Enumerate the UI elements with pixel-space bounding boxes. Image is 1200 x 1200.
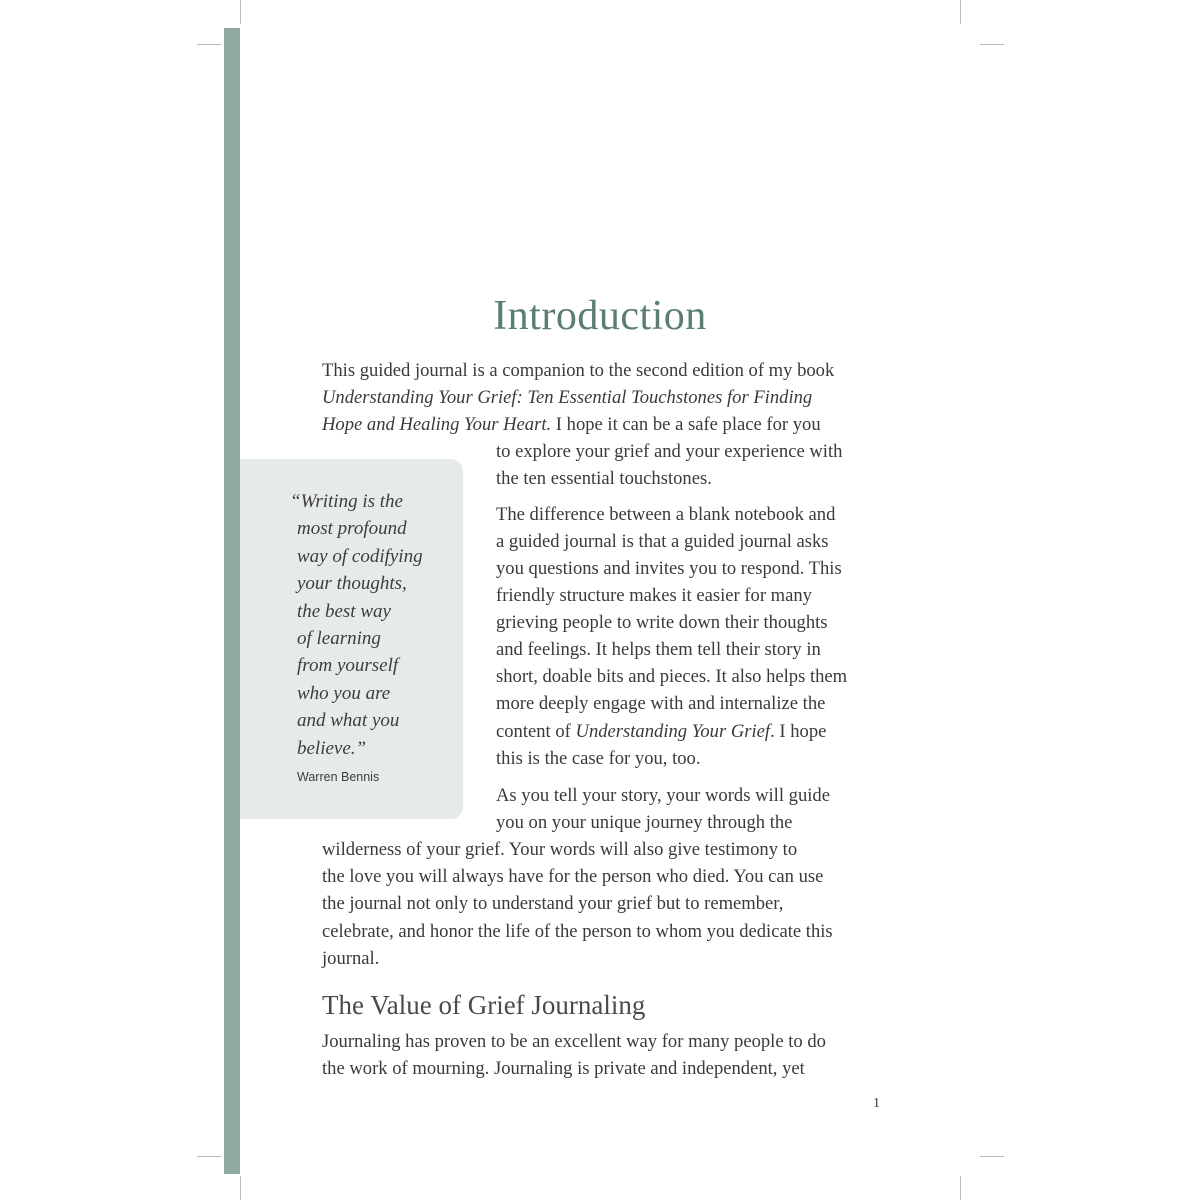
page-spine-bar: [224, 28, 240, 1174]
quote-line: from yourself: [297, 655, 399, 677]
quote-line: your thoughts,: [297, 573, 407, 595]
text-line: [322, 384, 812, 411]
quote-line: and what you: [297, 710, 400, 732]
text-line: grieving people to write down their thoughts: [496, 612, 828, 633]
text-line: a guided journal is that a guided journal asks: [496, 531, 829, 552]
section-heading: The Value of Grief Journaling: [322, 990, 646, 1020]
text-line: the work of mourning. Journaling is private and independent, yet: [322, 1058, 805, 1079]
crop-mark: [197, 44, 221, 45]
crop-mark: [197, 1156, 221, 1157]
text-line: the journal not only to understand your grief but to remember,: [322, 893, 784, 914]
text-line: friendly structure makes it easier for many: [496, 585, 812, 606]
crop-mark: [960, 0, 961, 24]
quote-line: the best way: [297, 600, 391, 622]
text-line: and feelings. It helps them tell their story in: [496, 639, 821, 660]
text-fragment: . I hope: [770, 721, 827, 742]
text-line: [496, 718, 826, 745]
book-title: Understanding Your Grief: [575, 721, 771, 742]
text-fragment: I hope it can be a safe place for you: [551, 414, 821, 435]
crop-mark: [980, 44, 1004, 45]
text-line: you questions and invites you to respond. This: [496, 558, 842, 579]
text-line: the ten essential touchstones.: [496, 468, 712, 489]
quote-line: who you are: [297, 682, 391, 704]
quote-line: most profound: [297, 518, 407, 540]
text-line: wilderness of your grief. Your words will also give testimony to: [322, 839, 798, 860]
page-number: 1: [873, 1096, 880, 1111]
text-line: this is the case for you, too.: [496, 748, 701, 769]
text-line: to explore your grief and your experience with: [496, 441, 843, 462]
pull-quote: [290, 488, 460, 762]
quote-line: of learning: [297, 628, 381, 650]
page-title: Introduction: [493, 293, 707, 339]
text-line: short, doable bits and pieces. It also helps them: [496, 666, 848, 687]
text-line: celebrate, and honor the life of the person to whom you dedicate this: [322, 921, 833, 942]
text-line: Journaling has proven to be an excellent way for many people to do: [322, 1031, 826, 1052]
text-line: the love you will always have for the person who died. You can use: [322, 866, 824, 887]
text-line: As you tell your story, your words will guide: [496, 785, 830, 806]
book-title: Understanding Your Grief: Ten Essential Touchstones for Finding: [322, 387, 813, 408]
book-title: Hope and Healing Your Heart.: [322, 414, 552, 435]
text-line: [322, 411, 821, 438]
text-fragment: content of: [496, 721, 576, 742]
crop-mark: [240, 1176, 241, 1200]
text-line: This guided journal is a companion to the second edition of my book: [322, 360, 835, 381]
crop-mark: [980, 1156, 1004, 1157]
text-line: The difference between a blank notebook and: [496, 504, 836, 525]
quote-line: way of codifying: [297, 545, 423, 567]
text-line: you on your unique journey through the: [496, 812, 793, 833]
text-line: journal.: [322, 948, 380, 969]
quote-line: “Writing is the: [290, 491, 403, 512]
quote-author: Warren Bennis: [297, 770, 380, 784]
crop-mark: [960, 1176, 961, 1200]
text-line: more deeply engage with and internalize the: [496, 693, 826, 714]
quote-line: believe.”: [297, 737, 367, 759]
crop-mark: [240, 0, 241, 24]
